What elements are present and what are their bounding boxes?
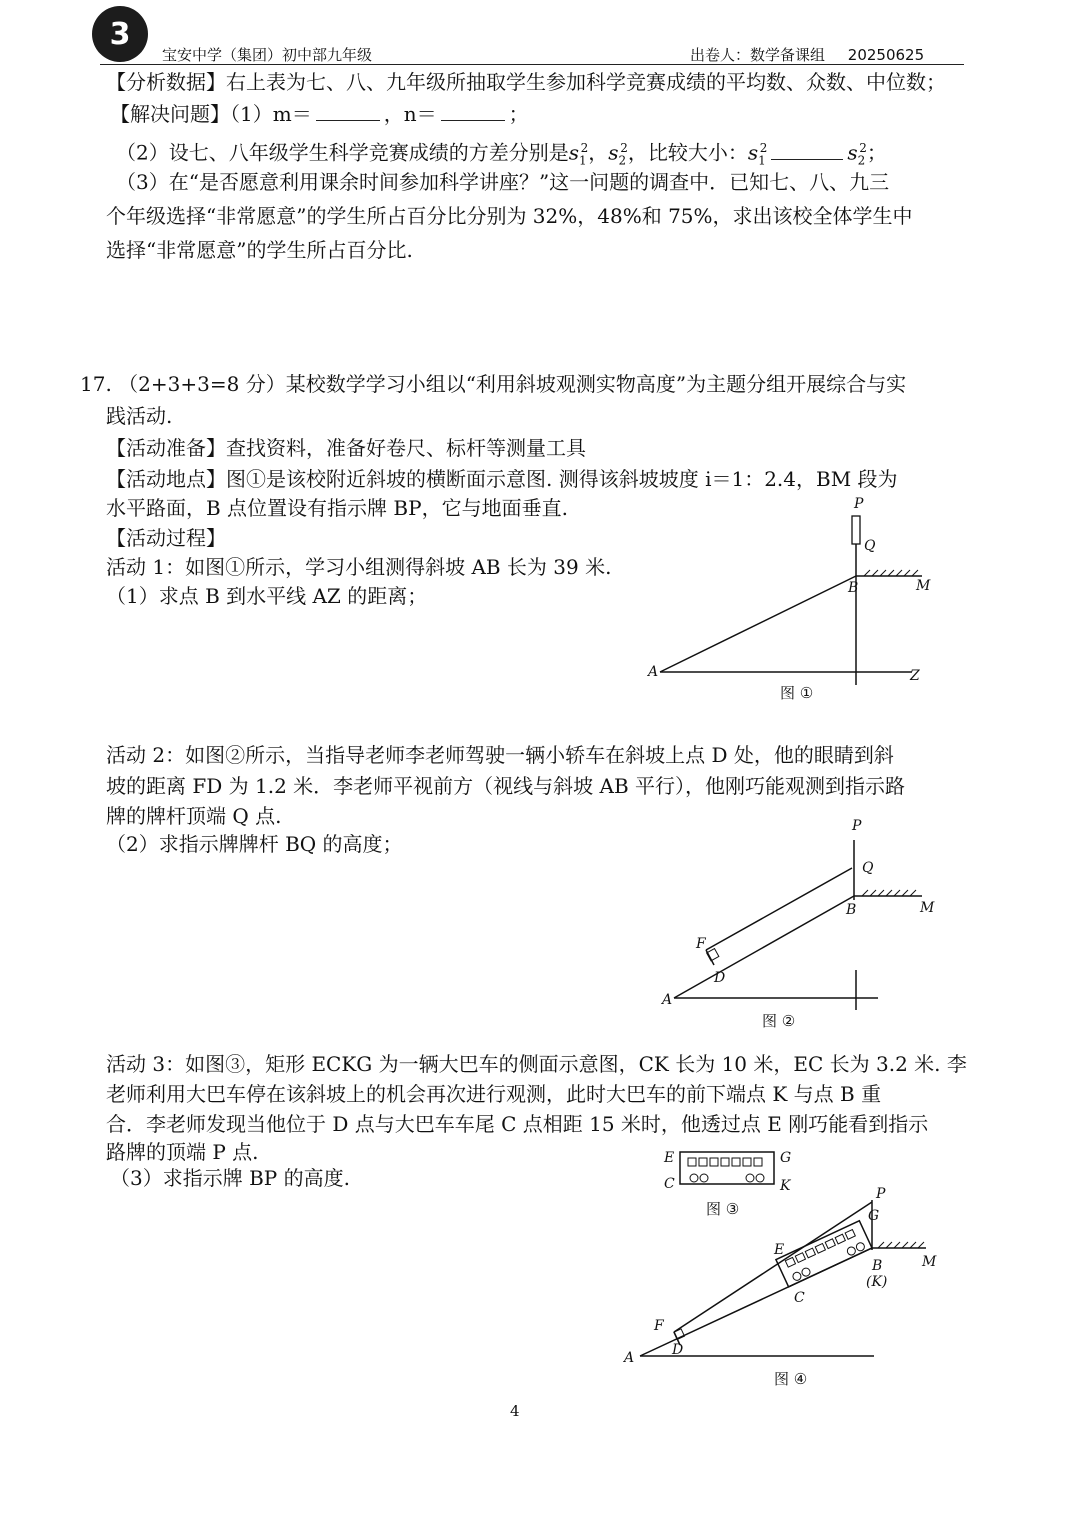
blank-compare[interactable] — [771, 141, 843, 160]
q16-part3-line1: （3）在“是否愿意利用课余时间参加科学讲座？”这一问题的调查中．已知七、八、九三 — [116, 170, 890, 194]
fig4-label-B: B — [872, 1258, 883, 1274]
fig1-label-P: P — [854, 496, 864, 512]
fig1-label-A: A — [648, 664, 659, 680]
fig2-label-B: B — [846, 902, 857, 918]
q16-part3-line3: 选择“非常愿意”的学生所占百分比. — [106, 238, 413, 262]
school-logo: 3 — [92, 6, 148, 62]
fig4-label-K: (K) — [866, 1274, 888, 1290]
q17-title-cont: 践活动. — [106, 404, 173, 428]
fig2-label-P: P — [852, 818, 862, 834]
q17-act2-line3: 牌的牌杆顶端 Q 点. — [106, 804, 282, 828]
q17-act2-question: （2）求指示牌牌杆 BQ 的高度； — [106, 832, 403, 856]
page-header — [0, 0, 1080, 70]
q16-part3-line2: 个年级选择“非常愿意”的学生所占百分比分别为 32%，48%和 75%，求出该校全体学生中 — [106, 204, 913, 228]
fig2-label-D: D — [714, 970, 726, 986]
figure-1-caption: 图 ① — [780, 684, 814, 702]
q17-act3-line1: 活动 3：如图③，矩形 ECKG 为一辆大巴车的侧面示意图，CK 长为 10 米，EC 长为 3.2 米. 李 — [106, 1052, 967, 1076]
q17-act2-line1: 活动 2：如图②所示，当指导老师李老师驾驶一辆小轿车在斜坡上点 D 处，他的眼睛到斜 — [106, 743, 894, 767]
fig4-label-C: C — [794, 1290, 805, 1306]
q17-place-line1: 【活动地点】图①是该校附近斜坡的横断面示意图. 测得该斜坡坡度 i＝1：2.4，BM 段为 — [106, 467, 898, 491]
fig2-label-Q: Q — [862, 860, 874, 876]
q16-part2: （2）设七、八年级学生科学竞赛成绩的方差分别是$s_1^2$，$s_2^2$，比较大小：$s_1^2$ $s_2^2$； — [116, 140, 887, 168]
q16-analysis: 【分析数据】右上表为七、八、九年级所抽取学生参加科学竞赛成绩的平均数、众数、中位数； — [106, 70, 946, 94]
school-name: 宝安中学（集团）初中部九年级 — [162, 46, 373, 64]
q16-part1: 【解决问题】（1）m＝ ，n＝ ； — [110, 102, 529, 126]
fig1-label-B: B — [848, 580, 859, 596]
fig1-label-Z: Z — [910, 668, 920, 684]
fig2-label-M: M — [920, 900, 935, 916]
fig4-label-F: F — [654, 1318, 664, 1334]
fig4-label-M: M — [922, 1254, 937, 1270]
fig3-label-G: G — [780, 1150, 792, 1166]
q17-act3-line2: 老师利用大巴车停在该斜坡上的机会再次进行观测，此时大巴车的前下端点 K 与点 B 重 — [106, 1082, 882, 1106]
header-divider — [100, 64, 964, 65]
fig4-label-D: D — [672, 1342, 684, 1358]
figure-1-drawing — [630, 490, 950, 700]
q17-place-line2: 水平路面，B 点位置设有指示牌 BP，它与地面垂直. — [106, 496, 568, 520]
figure-2-caption: 图 ② — [762, 1012, 796, 1030]
fig2-label-A: A — [662, 992, 673, 1008]
q17-act3-line4: 路牌的顶端 P 点. — [106, 1140, 259, 1164]
figure-4-drawing — [620, 1180, 950, 1380]
fig1-label-Q: Q — [864, 538, 876, 554]
fig4-label-E: E — [774, 1242, 785, 1258]
fig4-label-P: P — [876, 1186, 886, 1202]
figure-3-caption: 图 ③ — [706, 1200, 740, 1218]
q17-process: 【活动过程】 — [106, 526, 226, 550]
blank-m[interactable] — [316, 102, 380, 121]
header-meta — [690, 44, 942, 65]
fig4-label-G: G — [868, 1208, 880, 1224]
q17-title: 17. （2+3+3=8 分）某校数学学习小组以“利用斜坡观测实物高度”为主题分组开展综合与实 — [80, 372, 907, 396]
fig2-label-F: F — [696, 936, 706, 952]
q17-prep: 【活动准备】查找资料，准备好卷尺、标杆等测量工具 — [106, 436, 586, 460]
q17-act1-question: （1）求点 B 到水平线 AZ 的距离； — [106, 584, 428, 608]
figure-2 — [640, 810, 960, 1034]
fig3-label-E: E — [664, 1150, 675, 1166]
q17-act3-question: （3）求指示牌 BP 的高度. — [110, 1166, 350, 1190]
q17-act2-line2: 坡的距离 FD 为 1.2 米．李老师平视前方（视线与斜坡 AB 平行），他刚巧能观测到指示路 — [106, 774, 906, 798]
q17-act1: 活动 1：如图①所示，学习小组测得斜坡 AB 长为 39 米. — [106, 555, 612, 579]
date-text: 20250625 — [847, 46, 925, 64]
fig3-label-K: K — [780, 1178, 791, 1194]
q17-act3-line3: 合．李老师发现当他位于 D 点与大巴车车尾 C 点相距 15 米时，他透过点 E 刚巧能看到指示 — [106, 1112, 929, 1136]
author-text: 出卷人：数学备课组 — [690, 46, 826, 64]
figure-4 — [620, 1180, 950, 1388]
blank-n[interactable] — [441, 102, 505, 121]
figure-4-caption: 图 ④ — [774, 1370, 808, 1388]
figure-2-drawing — [640, 810, 960, 1030]
figure-1 — [630, 490, 950, 704]
fig1-label-M: M — [916, 578, 931, 594]
fig4-label-A: A — [624, 1350, 635, 1366]
fig3-label-C: C — [664, 1176, 675, 1192]
page-number: 4 — [510, 1402, 520, 1420]
